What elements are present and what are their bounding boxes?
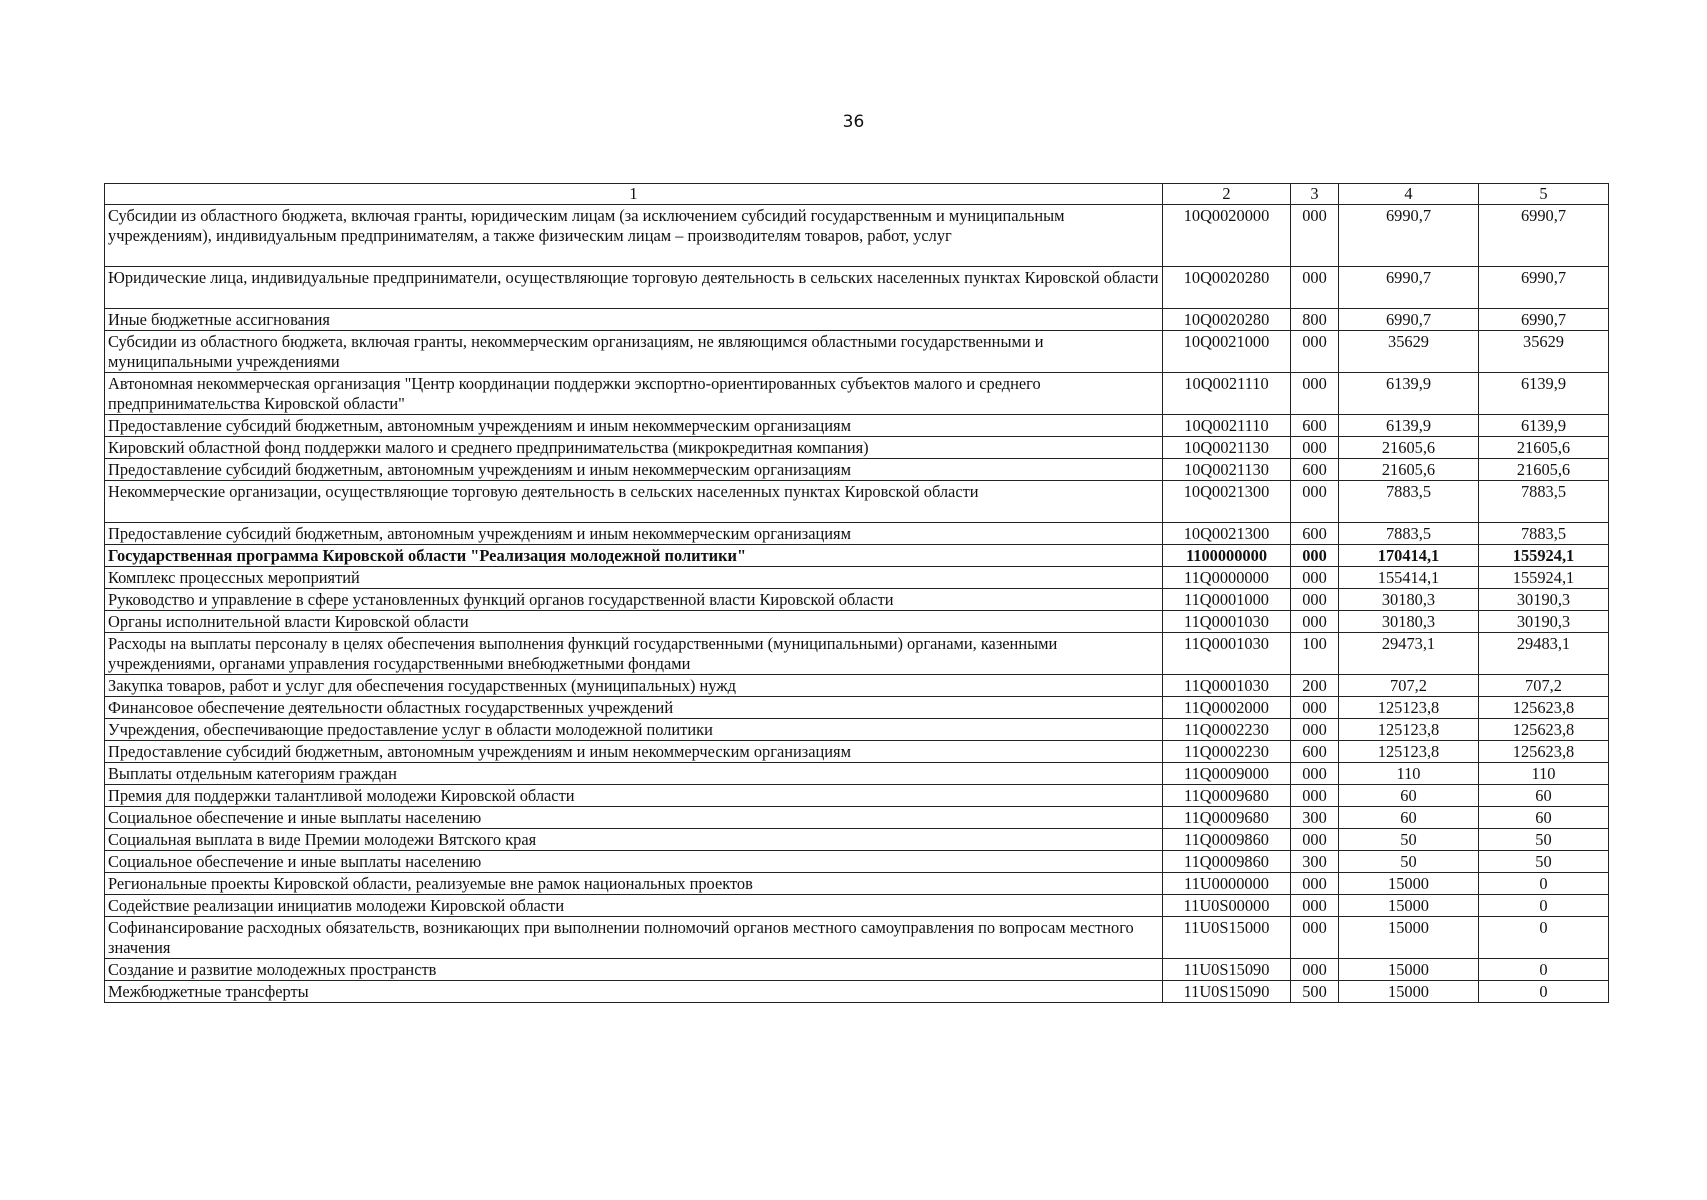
row-value-5-cell: 6990,7: [1479, 205, 1609, 267]
table-row: [105, 373, 1609, 415]
table-row: [105, 697, 1609, 719]
table-row: [105, 309, 1609, 331]
row-kind-cell: 600: [1291, 741, 1339, 763]
row-value-5-cell: 6990,7: [1479, 267, 1609, 309]
budget-table: [104, 183, 1609, 1003]
row-kind-cell: 300: [1291, 851, 1339, 873]
table-row: [105, 437, 1609, 459]
row-name-cell: Премия для поддержки талантливой молодежи Кировской области: [105, 785, 1163, 807]
row-kind-cell: 000: [1291, 829, 1339, 851]
row-value-4-cell: 15000: [1339, 959, 1479, 981]
column-header-4: 4: [1339, 184, 1479, 205]
table-body: [105, 205, 1609, 1003]
row-value-4-cell: 15000: [1339, 873, 1479, 895]
row-code-cell: 11Q0009680: [1163, 807, 1291, 829]
row-value-5-cell: 125623,8: [1479, 719, 1609, 741]
row-name-cell: Предоставление субсидий бюджетным, автономным учреждениям и иным некоммерческим организациям: [105, 741, 1163, 763]
row-code-cell: 11U0000000: [1163, 873, 1291, 895]
row-value-4-cell: 29473,1: [1339, 633, 1479, 675]
row-kind-cell: 000: [1291, 331, 1339, 373]
row-name-cell: Социальное обеспечение и иные выплаты населению: [105, 851, 1163, 873]
row-name-cell: Социальная выплата в виде Премии молодежи Вятского края: [105, 829, 1163, 851]
row-kind-cell: 000: [1291, 785, 1339, 807]
table-row: [105, 917, 1609, 959]
row-code-cell: 10Q0020000: [1163, 205, 1291, 267]
row-code-cell: 11Q0001000: [1163, 589, 1291, 611]
table-row: [105, 459, 1609, 481]
row-value-4-cell: 155414,1: [1339, 567, 1479, 589]
row-name-cell: Кировский областной фонд поддержки малого и среднего предпринимательства (микрокредитная компания): [105, 437, 1163, 459]
table-row: [105, 895, 1609, 917]
row-value-4-cell: 125123,8: [1339, 697, 1479, 719]
row-code-cell: 11Q0009860: [1163, 829, 1291, 851]
table-row: [105, 523, 1609, 545]
row-code-cell: 10Q0021300: [1163, 481, 1291, 523]
row-kind-cell: 000: [1291, 205, 1339, 267]
row-value-4-cell: 707,2: [1339, 675, 1479, 697]
row-value-4-cell: 170414,1: [1339, 545, 1479, 567]
row-value-5-cell: 7883,5: [1479, 481, 1609, 523]
column-header-1: 1: [105, 184, 1163, 205]
row-name-cell: Содействие реализации инициатив молодежи Кировской области: [105, 895, 1163, 917]
row-kind-cell: 600: [1291, 459, 1339, 481]
table-row: [105, 267, 1609, 309]
row-name-cell: Предоставление субсидий бюджетным, автономным учреждениям и иным некоммерческим организациям: [105, 415, 1163, 437]
row-kind-cell: 000: [1291, 481, 1339, 523]
column-header-2: 2: [1163, 184, 1291, 205]
row-name-cell: Софинансирование расходных обязательств, возникающих при выполнении полномочий органов местного самоуправления по вопросам местного значения: [105, 917, 1163, 959]
row-code-cell: 10Q0021000: [1163, 331, 1291, 373]
table-row: [105, 981, 1609, 1003]
row-name-cell: Иные бюджетные ассигнования: [105, 309, 1163, 331]
row-code-cell: 11Q0002230: [1163, 741, 1291, 763]
row-value-4-cell: 60: [1339, 807, 1479, 829]
row-kind-cell: 000: [1291, 917, 1339, 959]
row-value-4-cell: 30180,3: [1339, 611, 1479, 633]
row-value-4-cell: 15000: [1339, 981, 1479, 1003]
row-value-4-cell: 7883,5: [1339, 481, 1479, 523]
row-value-5-cell: 30190,3: [1479, 589, 1609, 611]
row-value-4-cell: 7883,5: [1339, 523, 1479, 545]
row-value-5-cell: 155924,1: [1479, 567, 1609, 589]
table-row: [105, 807, 1609, 829]
row-kind-cell: 500: [1291, 981, 1339, 1003]
row-value-4-cell: 21605,6: [1339, 437, 1479, 459]
row-value-5-cell: 50: [1479, 851, 1609, 873]
row-name-cell: Органы исполнительной власти Кировской области: [105, 611, 1163, 633]
row-code-cell: 10Q0021110: [1163, 373, 1291, 415]
row-name-cell: Предоставление субсидий бюджетным, автономным учреждениям и иным некоммерческим организациям: [105, 459, 1163, 481]
row-kind-cell: 000: [1291, 267, 1339, 309]
row-value-4-cell: 15000: [1339, 895, 1479, 917]
row-name-cell: Межбюджетные трансферты: [105, 981, 1163, 1003]
row-kind-cell: 000: [1291, 763, 1339, 785]
table-row: [105, 829, 1609, 851]
row-kind-cell: 800: [1291, 309, 1339, 331]
row-code-cell: 11Q0001030: [1163, 633, 1291, 675]
row-code-cell: 11U0S15090: [1163, 959, 1291, 981]
row-code-cell: 10Q0021110: [1163, 415, 1291, 437]
row-code-cell: 10Q0020280: [1163, 267, 1291, 309]
table-row: [105, 205, 1609, 267]
row-code-cell: 11Q0001030: [1163, 675, 1291, 697]
row-code-cell: 11U0S00000: [1163, 895, 1291, 917]
row-code-cell: 10Q0021130: [1163, 437, 1291, 459]
row-value-5-cell: 155924,1: [1479, 545, 1609, 567]
row-name-cell: Финансовое обеспечение деятельности областных государственных учреждений: [105, 697, 1163, 719]
row-code-cell: 11Q0002230: [1163, 719, 1291, 741]
row-code-cell: 11Q0009860: [1163, 851, 1291, 873]
row-value-4-cell: 30180,3: [1339, 589, 1479, 611]
row-value-5-cell: 110: [1479, 763, 1609, 785]
row-code-cell: 11Q0009000: [1163, 763, 1291, 785]
row-value-4-cell: 125123,8: [1339, 719, 1479, 741]
row-value-5-cell: 6990,7: [1479, 309, 1609, 331]
row-name-cell: Субсидии из областного бюджета, включая гранты, юридическим лицам (за исключением субсидий государственным и муниципальным учреждениям), индивидуальным предпринимателям, а также физическим лицам – производителям товаров, работ, услуг: [105, 205, 1163, 267]
row-value-5-cell: 60: [1479, 785, 1609, 807]
row-code-cell: 10Q0020280: [1163, 309, 1291, 331]
row-name-cell: Комплекс процессных мероприятий: [105, 567, 1163, 589]
row-code-cell: 11Q0001030: [1163, 611, 1291, 633]
row-value-5-cell: 0: [1479, 873, 1609, 895]
row-kind-cell: 000: [1291, 437, 1339, 459]
row-name-cell: Автономная некоммерческая организация "Центр координации поддержки экспортно-ориентированных субъектов малого и среднего предпринимательства Кировской области": [105, 373, 1163, 415]
row-name-cell: Юридические лица, индивидуальные предприниматели, осуществляющие торговую деятельность в сельских населенных пунктах Кировской области: [105, 267, 1163, 309]
row-value-4-cell: 6990,7: [1339, 309, 1479, 331]
row-kind-cell: 000: [1291, 719, 1339, 741]
row-value-5-cell: 7883,5: [1479, 523, 1609, 545]
row-code-cell: 11U0S15000: [1163, 917, 1291, 959]
table-row: [105, 785, 1609, 807]
row-name-cell: Выплаты отдельным категориям граждан: [105, 763, 1163, 785]
row-code-cell: 11Q0009680: [1163, 785, 1291, 807]
row-name-cell: Государственная программа Кировской области "Реализация молодежной политики": [105, 545, 1163, 567]
column-header-3: 3: [1291, 184, 1339, 205]
table-row: [105, 719, 1609, 741]
row-kind-cell: 200: [1291, 675, 1339, 697]
row-value-5-cell: 707,2: [1479, 675, 1609, 697]
row-value-4-cell: 21605,6: [1339, 459, 1479, 481]
row-value-5-cell: 60: [1479, 807, 1609, 829]
table-row: [105, 567, 1609, 589]
row-name-cell: Закупка товаров, работ и услуг для обеспечения государственных (муниципальных) нужд: [105, 675, 1163, 697]
table-row: [105, 633, 1609, 675]
row-value-5-cell: 0: [1479, 917, 1609, 959]
table-row: [105, 675, 1609, 697]
row-value-4-cell: 110: [1339, 763, 1479, 785]
row-name-cell: Предоставление субсидий бюджетным, автономным учреждениям и иным некоммерческим организациям: [105, 523, 1163, 545]
row-code-cell: 1100000000: [1163, 545, 1291, 567]
table-row: [105, 331, 1609, 373]
table-row: [105, 611, 1609, 633]
table-row: [105, 763, 1609, 785]
row-value-4-cell: 15000: [1339, 917, 1479, 959]
row-name-cell: Создание и развитие молодежных пространств: [105, 959, 1163, 981]
row-name-cell: Учреждения, обеспечивающие предоставление услуг в области молодежной политики: [105, 719, 1163, 741]
row-kind-cell: 600: [1291, 523, 1339, 545]
row-value-4-cell: 125123,8: [1339, 741, 1479, 763]
row-value-5-cell: 30190,3: [1479, 611, 1609, 633]
page-number: 36: [842, 112, 865, 132]
table-row: [105, 873, 1609, 895]
row-value-5-cell: 125623,8: [1479, 741, 1609, 763]
table-row: [105, 415, 1609, 437]
row-value-4-cell: 35629: [1339, 331, 1479, 373]
row-value-5-cell: 21605,6: [1479, 459, 1609, 481]
row-kind-cell: 000: [1291, 589, 1339, 611]
table-row: [105, 741, 1609, 763]
row-value-5-cell: 0: [1479, 981, 1609, 1003]
table-row: [105, 481, 1609, 523]
row-kind-cell: 000: [1291, 959, 1339, 981]
row-kind-cell: 000: [1291, 873, 1339, 895]
row-kind-cell: 000: [1291, 895, 1339, 917]
row-code-cell: 11U0S15090: [1163, 981, 1291, 1003]
row-value-5-cell: 50: [1479, 829, 1609, 851]
row-kind-cell: 000: [1291, 373, 1339, 415]
row-name-cell: Некоммерческие организации, осуществляющие торговую деятельность в сельских населенных пунктах Кировской области: [105, 481, 1163, 523]
row-value-5-cell: 125623,8: [1479, 697, 1609, 719]
row-kind-cell: 000: [1291, 697, 1339, 719]
row-kind-cell: 000: [1291, 611, 1339, 633]
row-code-cell: 11Q0000000: [1163, 567, 1291, 589]
column-header-5: 5: [1479, 184, 1609, 205]
row-name-cell: Руководство и управление в сфере установленных функций органов государственной власти Кировской области: [105, 589, 1163, 611]
table-header-row: [105, 184, 1609, 205]
row-value-5-cell: 6139,9: [1479, 373, 1609, 415]
row-value-5-cell: 0: [1479, 895, 1609, 917]
row-value-4-cell: 6990,7: [1339, 205, 1479, 267]
table-row: [105, 589, 1609, 611]
row-kind-cell: 000: [1291, 545, 1339, 567]
row-code-cell: 10Q0021300: [1163, 523, 1291, 545]
row-code-cell: 11Q0002000: [1163, 697, 1291, 719]
row-name-cell: Региональные проекты Кировской области, реализуемые вне рамок национальных проектов: [105, 873, 1163, 895]
row-value-4-cell: 6139,9: [1339, 415, 1479, 437]
row-kind-cell: 300: [1291, 807, 1339, 829]
row-code-cell: 10Q0021130: [1163, 459, 1291, 481]
row-name-cell: Субсидии из областного бюджета, включая гранты, некоммерческим организациям, не являющимся областными государственными и муниципальными учреждениями: [105, 331, 1163, 373]
row-value-5-cell: 35629: [1479, 331, 1609, 373]
row-kind-cell: 000: [1291, 567, 1339, 589]
row-value-4-cell: 60: [1339, 785, 1479, 807]
table-row: [105, 851, 1609, 873]
row-name-cell: Социальное обеспечение и иные выплаты населению: [105, 807, 1163, 829]
row-kind-cell: 600: [1291, 415, 1339, 437]
row-kind-cell: 100: [1291, 633, 1339, 675]
row-value-5-cell: 21605,6: [1479, 437, 1609, 459]
row-value-4-cell: 50: [1339, 851, 1479, 873]
row-value-5-cell: 6139,9: [1479, 415, 1609, 437]
row-value-5-cell: 29483,1: [1479, 633, 1609, 675]
row-name-cell: Расходы на выплаты персоналу в целях обеспечения выполнения функций государственными (муниципальными) органами, казенными учреждениями, органами управления государственными внебюджетными фондами: [105, 633, 1163, 675]
table-row: [105, 545, 1609, 567]
row-value-4-cell: 6139,9: [1339, 373, 1479, 415]
row-value-4-cell: 50: [1339, 829, 1479, 851]
row-value-5-cell: 0: [1479, 959, 1609, 981]
row-value-4-cell: 6990,7: [1339, 267, 1479, 309]
table-row: [105, 959, 1609, 981]
